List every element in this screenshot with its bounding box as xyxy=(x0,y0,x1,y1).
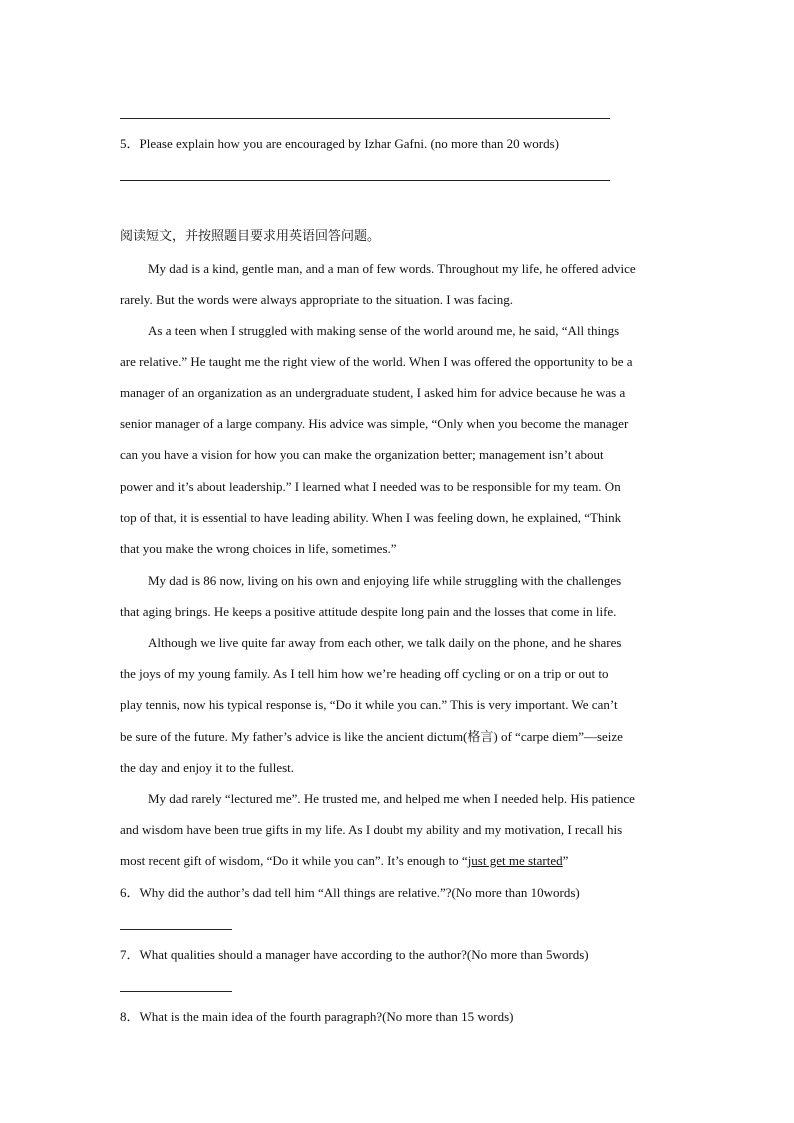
underlined-phrase: just get me started xyxy=(467,853,563,868)
passage-p2-line-5: can you have a vision for how you can make the organization better; management isn’t about xyxy=(120,447,604,462)
passage-p4-line-4: be sure of the future. My father’s advice is like the ancient dictum(格言) of “carpe diem”—seize xyxy=(120,729,623,744)
answer-line-q4[interactable] xyxy=(120,118,610,119)
passage-p5-line-2: and wisdom have been true gifts in my life. As I doubt my ability and my motivation, I recall his xyxy=(120,822,623,837)
question-8-number: 8． xyxy=(120,1009,140,1024)
passage-p2-line-2: are relative.” He taught me the right view of the world. When I was offered the opportunity to be a xyxy=(120,354,633,369)
passage-p3-line-1: My dad is 86 now, living on his own and enjoying life while struggling with the challenges xyxy=(148,573,622,588)
passage-p4-line-2: the joys of my young family. As I tell him how we’re heading off cycling or on a trip or out to xyxy=(120,666,609,681)
question-8-text: What is the main idea of the fourth paragraph?(No more than 15 words) xyxy=(139,1009,514,1024)
passage-p1-line-2: rarely. But the words were always appropriate to the situation. I was facing. xyxy=(120,292,514,307)
passage-p2-line-3: manager of an organization as an undergraduate student, I asked him for advice because he was a xyxy=(120,385,626,400)
passage-p2-line-6: power and it’s about leadership.” I learned what I needed was to be responsible for my team. On xyxy=(120,479,621,494)
passage-p4-line-5: the day and enjoy it to the fullest. xyxy=(120,760,295,775)
answer-line-q6[interactable] xyxy=(120,929,232,930)
passage-p2-line-8: that you make the wrong choices in life, sometimes.” xyxy=(120,541,397,556)
reading-instruction: 阅读短文，并按照题目要求用英语回答问题。 xyxy=(120,229,381,244)
question-7-text: What qualities should a manager have according to the author?(No more than 5words) xyxy=(139,947,589,962)
question-6-number: 6． xyxy=(120,885,140,900)
question-8 xyxy=(120,1009,680,1025)
question-5-number: 5． xyxy=(120,136,140,151)
passage-p5-line-1: My dad rarely “lectured me”. He trusted me, and helped me when I needed help. His patience xyxy=(148,791,635,806)
passage-p4-line-1: Although we live quite far away from each other, we talk daily on the phone, and he shares xyxy=(148,635,622,650)
question-5-text: Please explain how you are encouraged by Izhar Gafni. (no more than 20 words) xyxy=(139,136,559,151)
question-7-number: 7． xyxy=(120,947,140,962)
passage-p4-line-3: play tennis, now his typical response is, “Do it while you can.” This is very important. We can’t xyxy=(120,697,618,712)
passage-p3-line-2: that aging brings. He keeps a positive attitude despite long pain and the losses that come in life. xyxy=(120,604,617,619)
passage-p5-line-3-suffix: ” xyxy=(562,853,569,868)
passage-p5-line-3 xyxy=(120,853,680,869)
answer-line-q7[interactable] xyxy=(120,991,232,992)
question-6 xyxy=(120,885,680,901)
answer-line-q5[interactable] xyxy=(120,180,610,181)
question-6-text: Why did the author’s dad tell him “All things are relative.”?(No more than 10words) xyxy=(139,885,580,900)
question-7 xyxy=(120,947,680,963)
passage-p2-line-4: senior manager of a large company. His advice was simple, “Only when you become the manager xyxy=(120,416,629,431)
passage-p2-line-1: As a teen when I struggled with making sense of the world around me, he said, “All things xyxy=(148,323,620,338)
passage-p1-line-1: My dad is a kind, gentle man, and a man of few words. Throughout my life, he offered advice xyxy=(148,261,636,276)
passage-p5-line-3-prefix: most recent gift of wisdom, “Do it while you can”. It’s enough to “ xyxy=(120,853,468,868)
question-5 xyxy=(120,136,680,152)
passage-p2-line-7: top of that, it is essential to have leading ability. When I was feeling down, he explained, “Think xyxy=(120,510,622,525)
